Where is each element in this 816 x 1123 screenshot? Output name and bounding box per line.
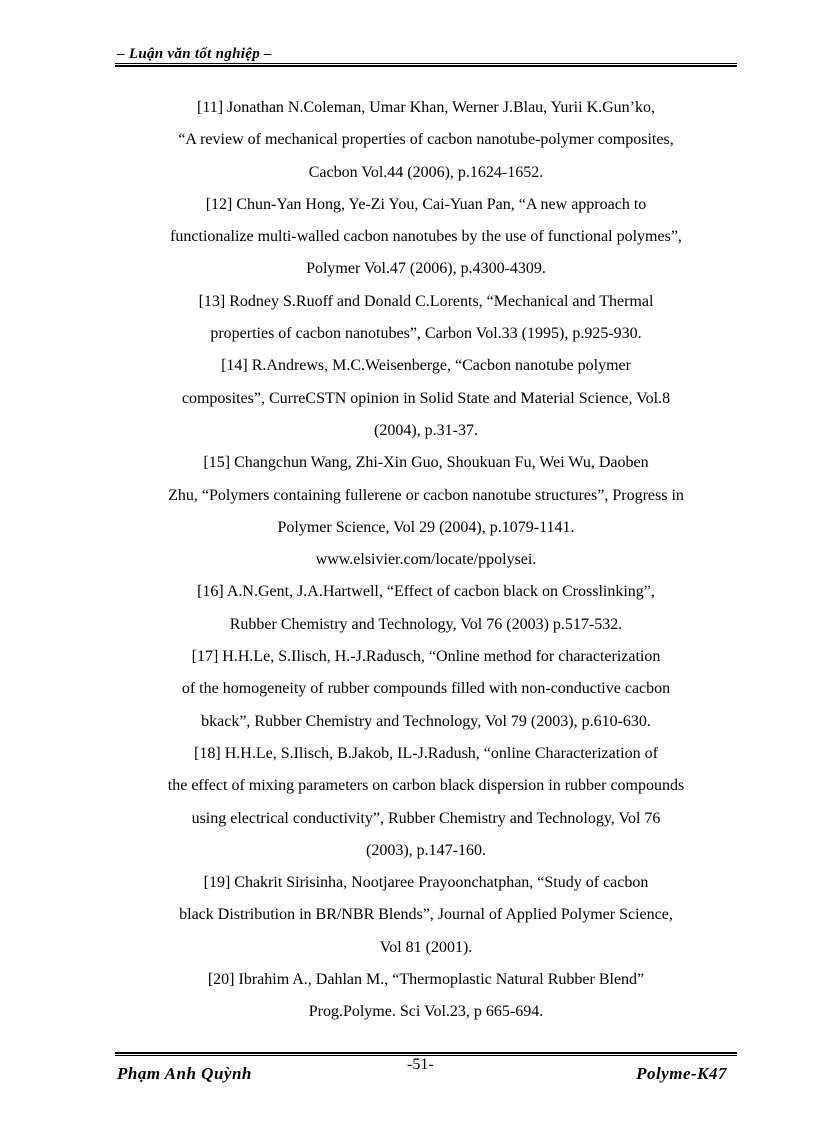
reference-item [110, 867, 742, 964]
reference-line: [13] Rodney S.Ruoff and Donald C.Lorents, “Mechanical and Thermal [198, 292, 654, 310]
reference-line: (2003), p.147-160. [366, 841, 486, 859]
reference-line: [17] H.H.Le, S.Ilisch, H.-J.Radusch, “Online method for characterization [191, 648, 661, 666]
reference-line: [11] Jonathan N.Coleman, Umar Khan, Werner J.Blau, Yurii K.Gun’ko, [196, 99, 656, 116]
reference-line: [16] A.N.Gent, J.A.Hartwell, “Effect of cacbon black on Crosslinking”, [197, 583, 655, 601]
page-header [115, 46, 737, 63]
reference-item [110, 738, 742, 867]
reference-line: Polymer Vol.47 (2006), p.4300-4309. [306, 260, 546, 278]
reference-url: www.elsivier.com/locate/ppolysei. [315, 551, 537, 569]
reference-line: [12] Chun-Yan Hong, Ye-Zi You, Cai-Yuan Pan, “A new approach to [205, 195, 647, 213]
reference-line: of the homogeneity of rubber compounds filled with non-conductive cacbon [181, 680, 671, 698]
reference-item [110, 447, 742, 576]
reference-line: [14] R.Andrews, M.C.Weisenberge, “Cacbon nanotube polymer [221, 357, 631, 375]
reference-line: Rubber Chemistry and Technology, Vol 76 (2003) p.517-532. [229, 615, 623, 633]
reference-item [110, 286, 742, 351]
header-title: – Luận văn tốt nghiệp – [117, 46, 272, 62]
page-footer [115, 1052, 737, 1092]
reference-line: Cacbon Vol.44 (2006), p.1624-1652. [308, 163, 544, 181]
reference-line: functionalize multi-walled cacbon nanotubes by the use of functional polymes”, [170, 228, 682, 246]
reference-line: properties of cacbon nanotubes”, Carbon Vol.33 (1995), p.925-930. [210, 325, 642, 343]
reference-line: Polymer Science, Vol 29 (2004), p.1079-1141. [277, 518, 575, 536]
reference-line: “A review of mechanical properties of cacbon nanotube-polymer composites, [178, 131, 674, 149]
reference-line: Vol 81 (2001). [379, 938, 473, 956]
reference-line: composites”, CurreCSTN opinion in Solid State and Material Science, Vol.8 [181, 389, 671, 407]
reference-line: bkack”, Rubber Chemistry and Technology, Vol 79 (2003), p.610-630. [201, 712, 651, 730]
reference-line: [15] Changchun Wang, Zhi-Xin Guo, Shoukuan Fu, Wei Wu, Daoben [203, 454, 649, 472]
reference-item [110, 189, 742, 286]
author-name: Phạm Anh Quỳnh [117, 1064, 252, 1083]
reference-line: [20] Ibrahim A., Dahlan M., “Thermoplastic Natural Rubber Blend” [207, 971, 645, 989]
reference-list [110, 92, 742, 1029]
reference-line: [19] Chakrit Sirisinha, Nootjaree Prayoonchatphan, “Study of cacbon [203, 874, 649, 892]
reference-item [110, 576, 742, 641]
header-rule-thin [115, 63, 737, 64]
footer-rule-thick [115, 1052, 737, 1054]
reference-item [110, 350, 742, 447]
reference-item [110, 641, 742, 738]
reference-item [110, 92, 742, 189]
reference-line: black Distribution in BR/NBR Blends”, Journal of Applied Polymer Science, [179, 906, 673, 924]
reference-line: using electrical conductivity”, Rubber Chemistry and Technology, Vol 76 [191, 809, 661, 827]
reference-line: [18] H.H.Le, S.Ilisch, B.Jakob, IL-J.Radush, “online Characterization of [194, 744, 658, 762]
reference-line: Prog.Polyme. Sci Vol.23, p 665-694. [308, 1003, 544, 1021]
reference-item [110, 964, 742, 1029]
reference-line: Zhu, “Polymers containing fullerene or cacbon nanotube structures”, Progress in [168, 486, 684, 504]
page-number: -51- [407, 1056, 434, 1073]
reference-line: (2004), p.31-37. [374, 421, 478, 439]
header-rule-thick [115, 65, 737, 67]
course-label: Polyme-K47 [636, 1064, 727, 1083]
reference-line: the effect of mixing parameters on carbon black dispersion in rubber compounds [167, 777, 685, 795]
